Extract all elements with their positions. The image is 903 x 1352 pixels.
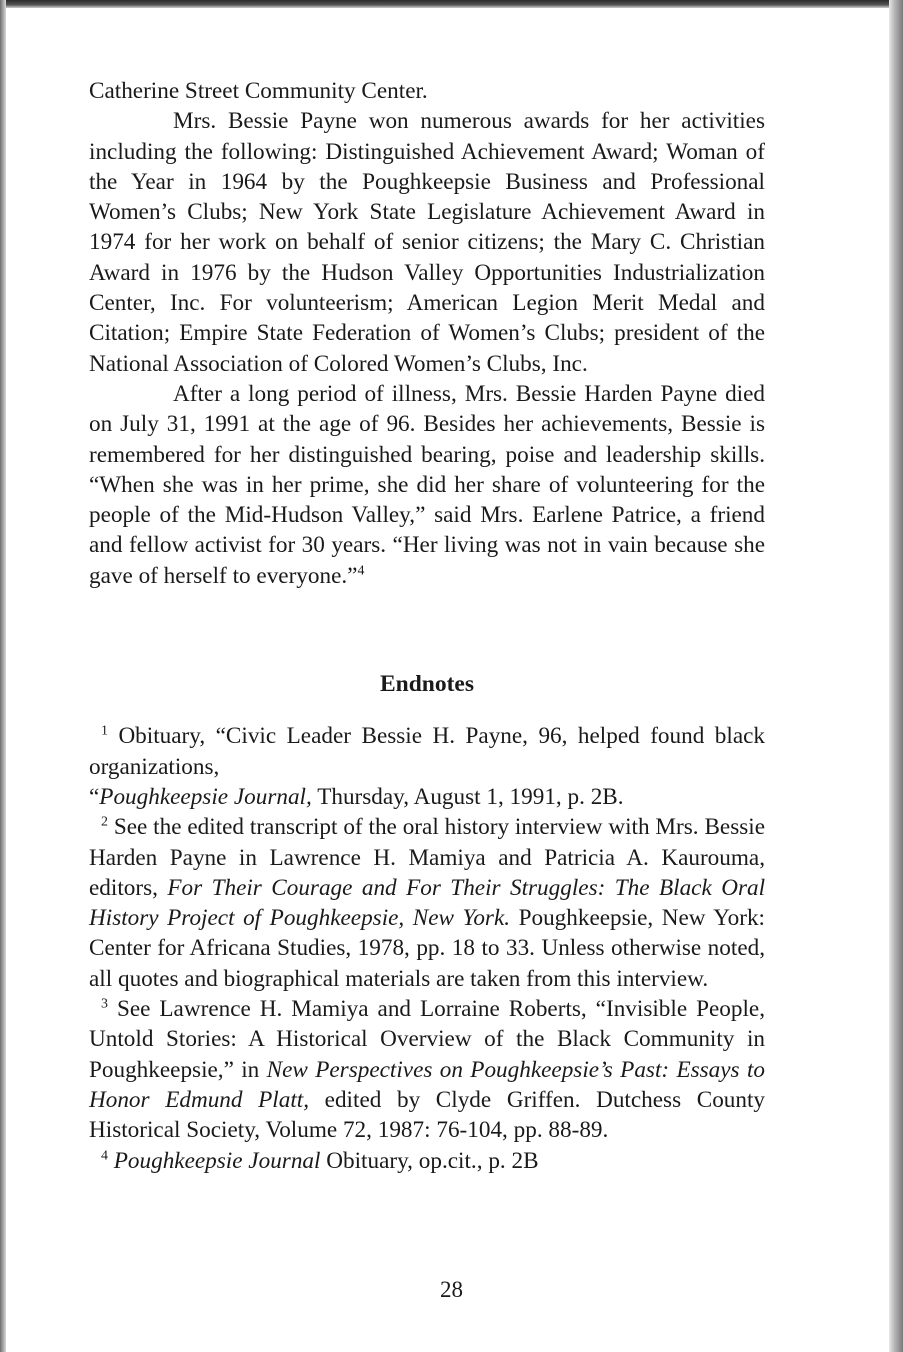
- endnote-1-title: Poughkeepsie Journal,: [99, 783, 312, 810]
- endnote-2-text: See the edited transcript of the oral history interview with Mrs. Bessie Harden Payne in Lawrence H. Mamiya and Patricia A. Kaurouma, editors,: [89, 814, 765, 901]
- endnote-4-title: Poughkeepsie Journal: [113, 1147, 321, 1174]
- paragraph-death: [89, 379, 765, 591]
- endnote-3-number: 3: [101, 996, 108, 1012]
- endnotes-heading: Endnotes: [379, 671, 475, 698]
- endnote-4-text: Obituary, op.cit., p. 2B: [326, 1147, 539, 1174]
- endnote-2-title: For Their Courage and For Their Struggles: The Black Oral History Project of Poughkeepsie, New York.: [89, 874, 766, 932]
- paragraph-death-text: After a long period of illness, Mrs. Bessie Harden Payne died on July 31, 1991 at the age of 96. Besides her achievements, Bessie is remembered for her distinguished bearing, poise and leadership skills. “When she was in her prime, she did her share of volunteering for the people of the Mid-Hudson Valley,” said Mrs. Earlene Patrice, a friend and fellow activist for 30 years. “Her living was not in vain because she gave of herself to everyone.”: [89, 380, 765, 589]
- continued-line: Catherine Street Community Center.: [89, 78, 428, 104]
- endnote-3-text: See Lawrence H. Mamiya and Lorraine Roberts, “Invisible People, Untold Stories: A Historical Overview of the Black Community in Poughkeepsie,” in: [89, 996, 765, 1083]
- endnote-1: [89, 721, 765, 782]
- endnote-4: [89, 1146, 765, 1176]
- endnote-2: [89, 812, 765, 994]
- endnote-1-quote-mark: “: [89, 783, 100, 810]
- endnote-4-number: 4: [101, 1147, 108, 1163]
- endnote-1-date: Thursday, August 1, 1991, p. 2B.: [317, 783, 624, 810]
- endnote-3-publisher: edited by Clyde Griffen. Dutchess County Historical Society, Volume 72, 1987: 76-104, pp. 88-89.: [89, 1086, 766, 1144]
- paragraph-awards: Mrs. Bessie Payne won numerous awards for her activities including the following: Distinguished Achievement Award; Woman of the Year in 1964 by the Poughkeepsie Business and Professional Women’s Clubs; New York State Legislature Achievement Award in 1974 for her work on behalf of senior citizens; the Mary C. Christian Award in 1976 by the Hudson Valley Opportunities Industrialization Center, Inc. For volunteerism; American Legion Merit Medal and Citation; Empire State Federation of Women’s Clubs; president of the National Association of Colored Women’s Clubs, Inc.: [89, 108, 765, 377]
- page-body: [89, 76, 765, 1176]
- endnote-1-continued: [89, 782, 765, 812]
- endnote-2-number: 2: [101, 814, 108, 830]
- endnote-3: [89, 994, 765, 1145]
- page-number: 28: [440, 1277, 463, 1302]
- scan-edge-top: [0, 0, 903, 8]
- scan-edge-left: [0, 0, 6, 1352]
- endnote-1-text: Obituary, “Civic Leader Bessie H. Payne, 96, helped found black organizations,: [89, 723, 765, 780]
- endnote-1-number: 1: [101, 723, 108, 739]
- endnote-3-title: New Perspectives on Poughkeepsie’s Past: Essays to Honor Edmund Platt,: [89, 1056, 765, 1113]
- endnote-2-publisher: Poughkeepsie, New York: Center for Africana Studies, 1978, pp. 18 to 33. Unless otherwise noted, all quotes and biographical materials are taken from this interview.: [89, 905, 765, 992]
- endnote-ref-4: 4: [357, 563, 365, 579]
- scan-edge-right: [889, 0, 903, 1352]
